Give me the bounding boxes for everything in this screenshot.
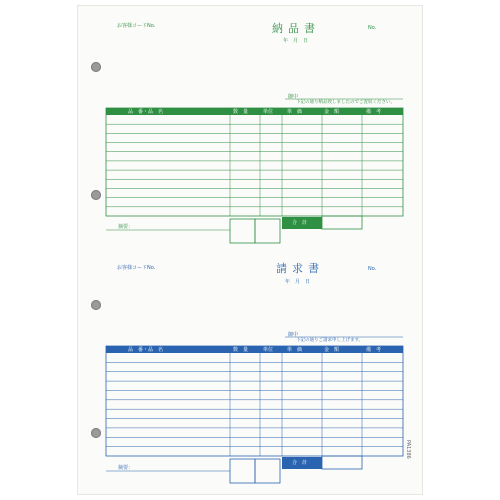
column-header-item: 品 番・品 名 [128,347,164,353]
total-label: 合 計 [292,460,308,466]
product-code: PA1386 [405,440,411,459]
column-header-remarks: 備 考 [366,109,382,115]
customer-code-label: お客様コードNo. [117,23,156,29]
unit-total-box [255,219,280,243]
column-header-unit-price: 単 価 [287,109,303,115]
column-header-unit: 単位 [263,109,274,115]
invoice-title: 請求書 [276,262,324,275]
delivery-slip-title: 納品書 [272,22,320,35]
remarks-label: 摘要： [118,465,134,471]
column-header-unit-price: 単 価 [287,347,303,353]
invoice-message: 下記の通りご請求申し上げます。 [296,338,364,343]
customer-code-label: お客様コードNo. [117,265,156,271]
quantity-total-box [230,459,255,483]
recipient-label: 御中 [288,94,299,100]
total-label: 合 計 [292,220,308,226]
column-header-amount: 金 額 [324,109,340,115]
document-number-label: No. [368,266,377,272]
column-header-unit: 単位 [263,347,274,353]
recipient-label: 御中 [288,332,299,338]
column-header-item: 品 番・品 名 [128,109,164,115]
remarks-label: 摘要： [118,224,134,230]
unit-total-box [255,459,280,483]
issue-date-label: 年 月 日 [283,38,309,44]
column-header-amount: 金 額 [324,347,340,353]
issue-date-label: 年 月 日 [285,279,311,285]
column-header-quantity: 数 量 [233,109,249,115]
quantity-total-box [230,219,255,243]
document-number-label: No. [368,25,377,31]
amount-total-box [322,456,362,469]
column-header-remarks: 備 考 [366,347,382,353]
delivery-message: 下記の通り納品致しましたのでご査収ください。 [296,100,395,105]
amount-total-box [322,216,362,229]
column-header-quantity: 数 量 [233,347,249,353]
